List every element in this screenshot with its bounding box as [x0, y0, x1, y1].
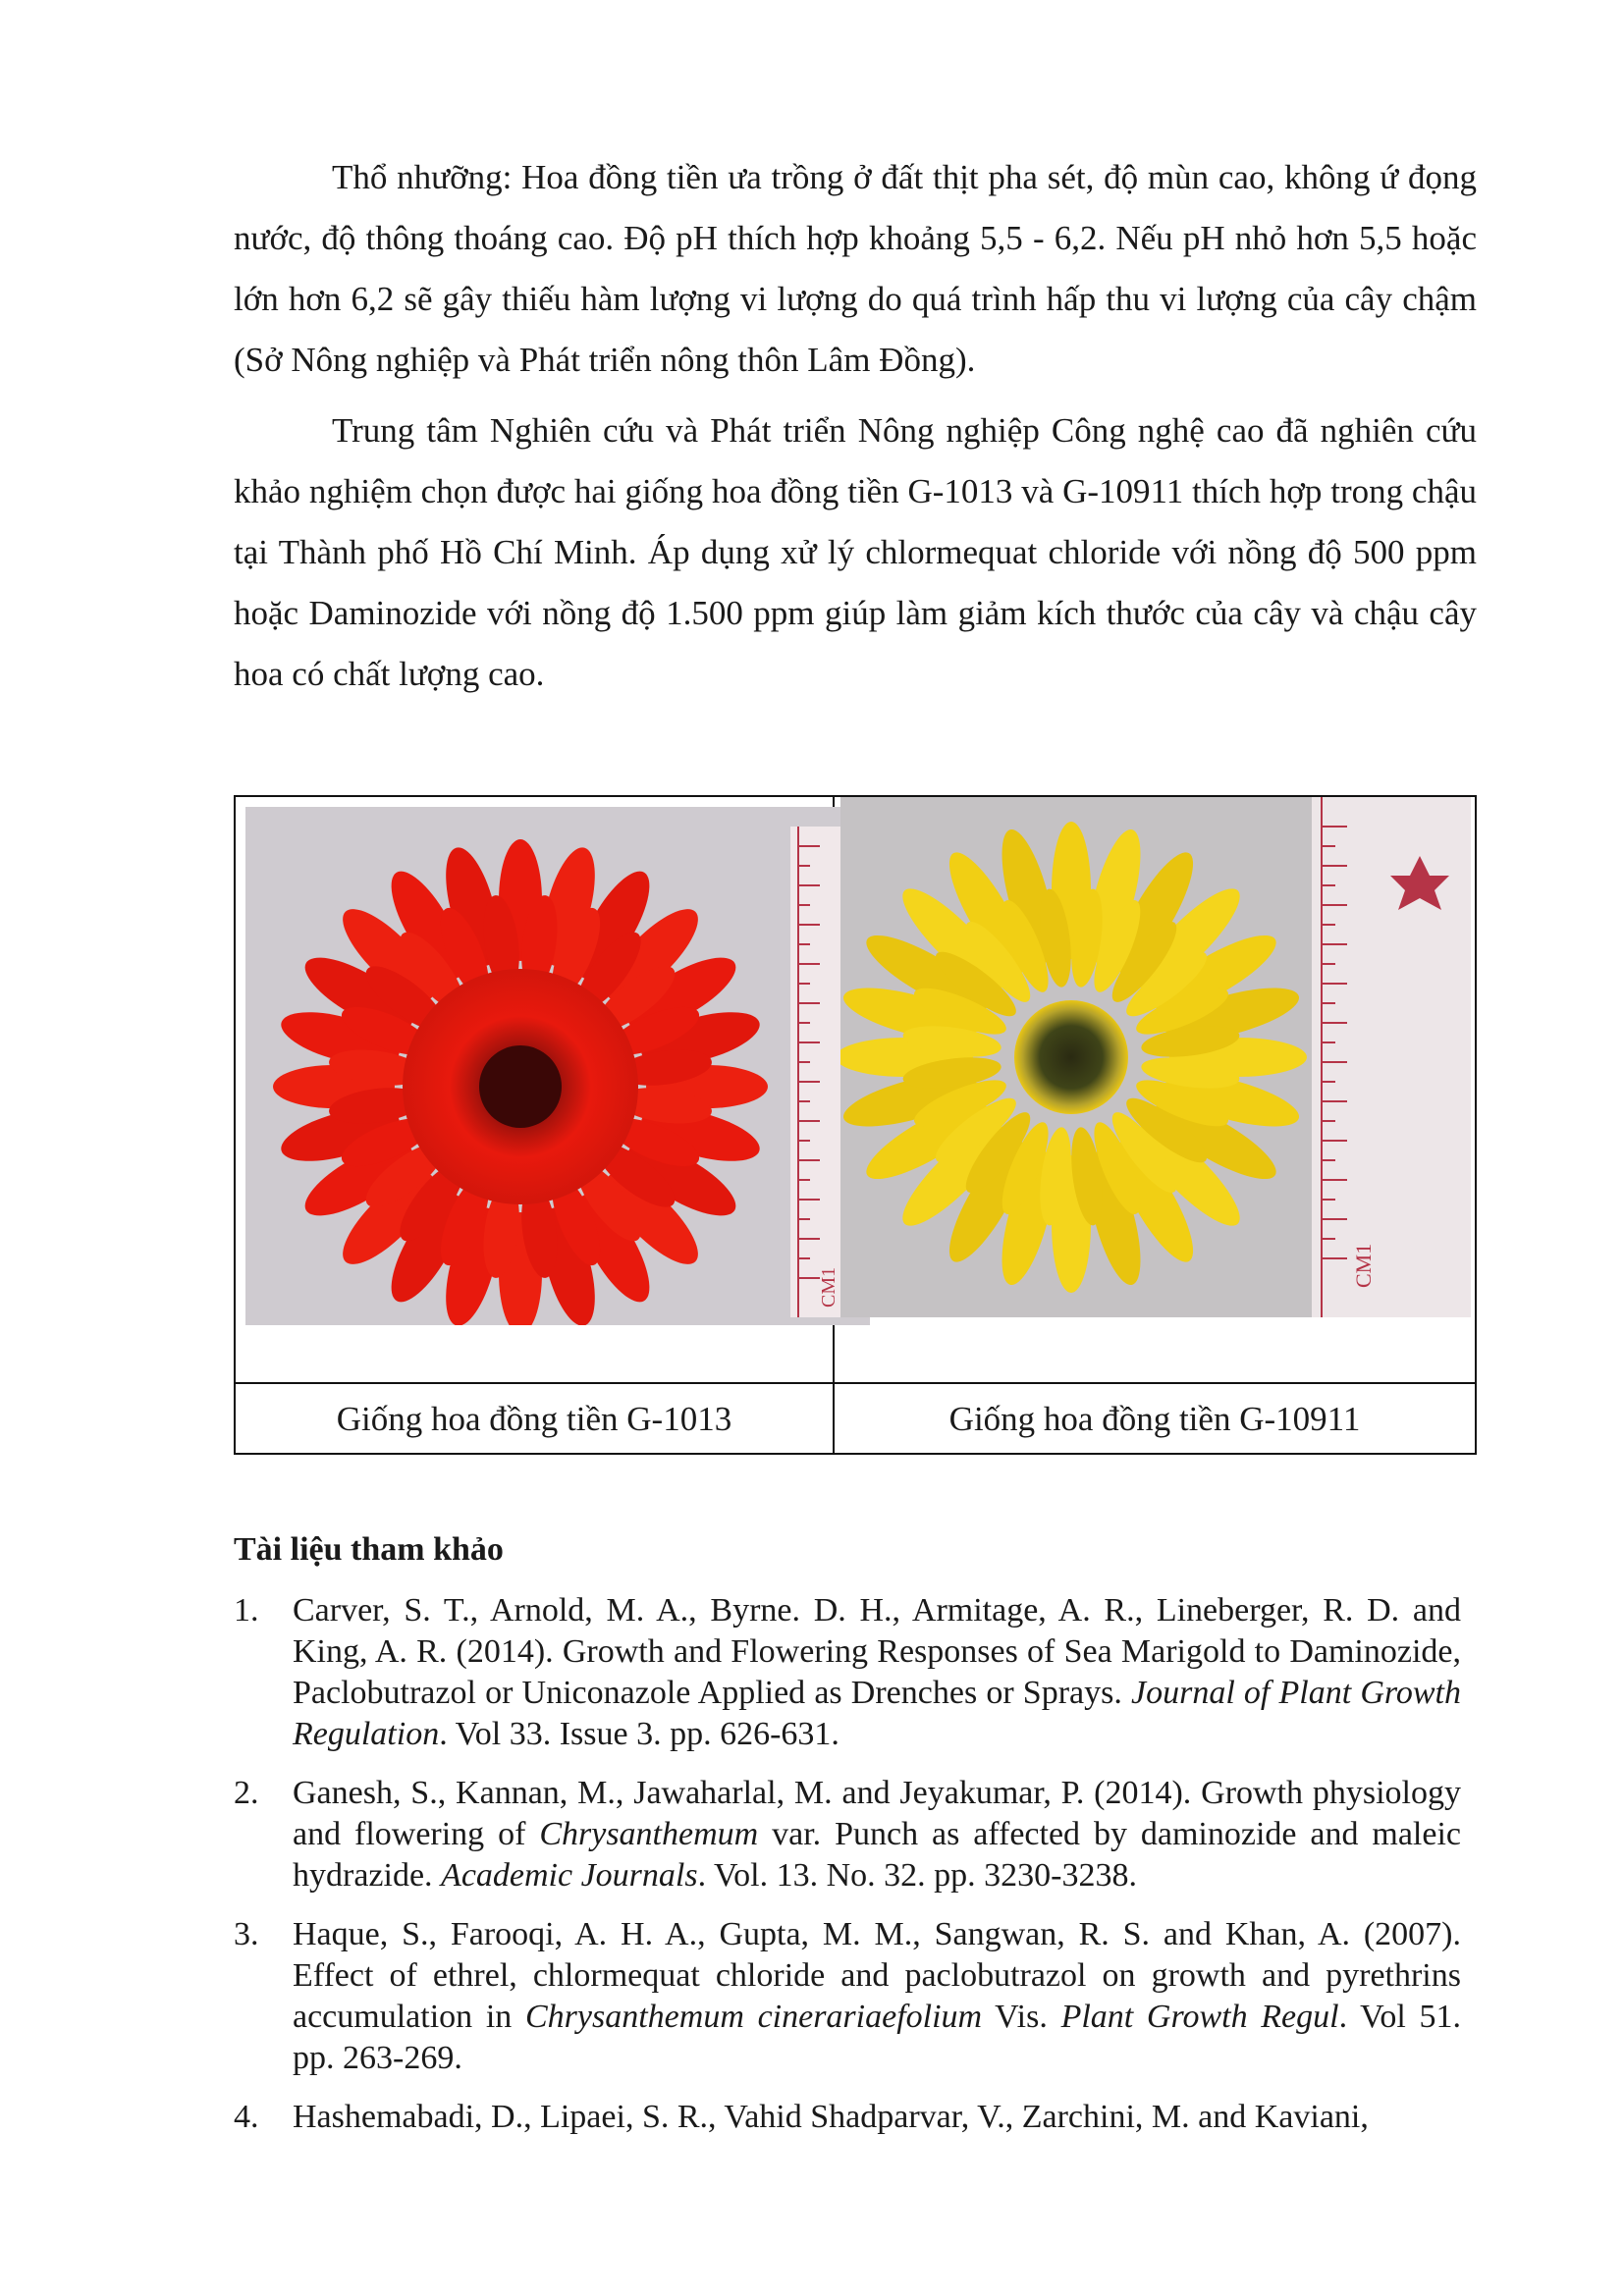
paragraph-soil: Thổ nhưỡng: Hoa đồng tiền ưa trồng ở đất thịt pha sét, độ mùn cao, không ứ đọng nước, độ thông thoáng cao. Độ pH thích hợp khoảng 5,5 - 6,2. Nếu pH nhỏ hơn 5,5 hoặc lớn hơn 6,2 sẽ gây thiếu hàm lượng vi lượng do quá trình hấp thu vi lượng của cây chậm (Sở Nông nghiệp và Phát triển nông thôn Lâm Đồng).	[234, 158, 1477, 379]
red-petals	[273, 839, 768, 1325]
figure-cell-g10911	[835, 797, 1475, 1382]
flower-photo-yellow	[840, 797, 1471, 1317]
reference-text: . Vol 51. pp. 263-269.	[293, 1999, 1461, 2076]
reference-list	[234, 1590, 1461, 2156]
ruler-right	[1312, 797, 1471, 1317]
yellow-petals	[840, 822, 1307, 1293]
reference-journal: Academic Journals	[441, 1857, 698, 1894]
caption-g1013: Giống hoa đồng tiền G-1013	[236, 1384, 835, 1455]
reference-species: Chrysanthemum	[539, 1816, 759, 1852]
ruler-unit-right: CM1	[1351, 1243, 1376, 1288]
reference-number: 2.	[234, 1775, 259, 1811]
figure-table	[234, 795, 1477, 1455]
caption-g10911: Giống hoa đồng tiền G-10911	[948, 1400, 1361, 1438]
references-heading: Tài liệu tham khảo	[234, 1531, 504, 1568]
reference-journal: Plant Growth Regul	[1060, 1999, 1339, 2035]
caption-row	[236, 1382, 1475, 1455]
reference-text: Vis.	[982, 1999, 1061, 2035]
flower-photo-red	[245, 807, 870, 1325]
reference-journal: Journal of Plant Growth Regulation	[293, 1675, 1461, 1752]
ruler-unit-left: CM1	[818, 1266, 839, 1308]
reference-text: Hashemabadi, D., Lipaei, S. R., Vahid Shadparvar, V., Zarchini, M. and Kaviani,	[293, 2099, 1369, 2135]
reference-number: 3.	[234, 1916, 259, 1952]
reference-text: var. Punch as affected by daminozide and maleic hydrazide.	[293, 1816, 1461, 1894]
reference-item	[234, 1773, 1461, 1896]
reference-text: Ganesh, S., Kannan, M., Jawaharlal, M. and Jeyakumar, P. (2014). Growth physiology and flowering of	[293, 1775, 1461, 1852]
reference-item	[234, 2097, 1461, 2138]
reference-text: Carver, S. T., Arnold, M. A., Byrne. D. H., Armitage, A. R., Lineberger, R. D. and King, A. R. (2014). Growth and Flowering Responses of Sea Marigold to Daminozide, Paclobutrazol or Uniconazole Applied as Drenches or Sprays.	[293, 1592, 1461, 1711]
figure-cell-g1013	[236, 797, 839, 1382]
reference-number: 1.	[234, 1592, 259, 1629]
reference-number: 4.	[234, 2099, 259, 2135]
paragraph-research: Trung tâm Nghiên cứu và Phát triển Nông nghiệp Công nghệ cao đã nghiên cứu khảo nghiệm chọn được hai giống hoa đồng tiền G-1013 và G-10911 thích hợp trong chậu tại Thành phố Hồ Chí Minh. Áp dụng xử lý chlormequat chloride với nồng độ 500 ppm hoặc Daminozide với nồng độ 1.500 ppm giúp làm giảm kích thước của cây và chậu cây hoa có chất lượng cao.	[234, 411, 1477, 693]
reference-item	[234, 1590, 1461, 1755]
reference-species: Chrysanthemum cinerariaefolium	[525, 1999, 983, 2035]
reference-text: . Vol. 13. No. 32. pp. 3230-3238.	[697, 1857, 1137, 1894]
reference-item	[234, 1914, 1461, 2079]
reference-text: . Vol 33. Issue 3. pp. 626-631.	[439, 1716, 839, 1752]
reference-text: Haque, S., Farooqi, A. H. A., Gupta, M. M., Sangwan, R. S. and Khan, A. (2007). Effect of ethrel, chlormequat chloride and paclobutrazol on growth and pyrethrins accumulation in	[293, 1916, 1461, 2035]
